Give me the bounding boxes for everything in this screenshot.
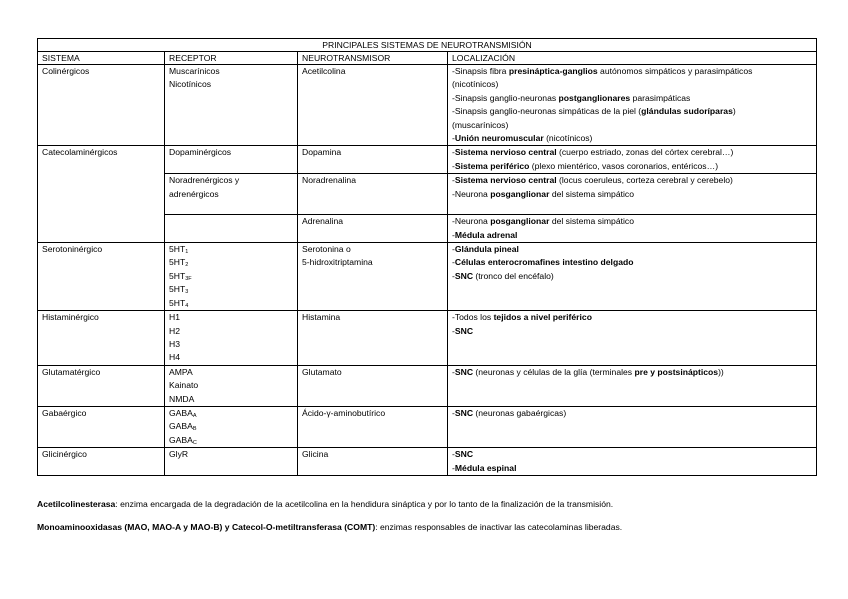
- sistema-cell: Gabaérgico: [38, 406, 165, 447]
- receptor-base: 5HT: [169, 270, 186, 281]
- cell-line: Dopaminérgicos: [169, 147, 232, 158]
- localizacion-line: [452, 366, 812, 379]
- localizacion-cell: [448, 311, 817, 366]
- receptor-cell: [165, 406, 298, 447]
- note-term: Acetilcolinesterasa: [37, 499, 116, 509]
- cell-line: H3: [169, 338, 180, 349]
- cell-line: H4: [169, 352, 180, 363]
- text: (nicotínicos): [543, 133, 593, 144]
- localizacion-line: [452, 65, 812, 78]
- neurotransmisor-cell: Acetilcolina: [298, 65, 448, 146]
- localizacion-line: [452, 119, 812, 132]
- text: -: [452, 175, 455, 186]
- bold-text: posganglionar: [490, 188, 550, 199]
- bold-text: glándulas sudoríparas: [641, 106, 733, 117]
- sistema-cell: Glutamatérgico: [38, 365, 165, 406]
- localizacion-line: [452, 256, 812, 269]
- receptor-subscript: 4: [185, 302, 189, 309]
- text: (neuronas gabaérgicas): [473, 407, 567, 418]
- neurotransmisor-cell: Glutamato: [298, 365, 448, 406]
- text: )): [718, 366, 724, 377]
- table-row: [38, 365, 817, 406]
- neurotransmisor-cell: Noradrenalina: [298, 174, 448, 215]
- receptor-base: 5HT: [169, 257, 186, 268]
- table-row: [38, 406, 817, 447]
- neurotransmission-table: [37, 38, 817, 476]
- header-localizacion: LOCALIZACIÓN: [448, 52, 817, 65]
- receptor-subtype: [169, 420, 293, 433]
- localizacion-line: [452, 160, 812, 173]
- localizacion-cell: [448, 365, 817, 406]
- text: -: [452, 244, 455, 255]
- localizacion-line: [452, 188, 812, 201]
- bold-text: tejidos a nivel periférico: [493, 312, 592, 323]
- receptor-subtype: [169, 407, 293, 420]
- localizacion-cell: [448, 174, 817, 215]
- localizacion-line: [452, 311, 812, 324]
- cell-line: H1: [169, 312, 180, 323]
- text: -: [452, 407, 455, 418]
- header-sistema: SISTEMA: [38, 52, 165, 65]
- bold-text: pre y postsinápticos: [634, 366, 719, 377]
- table-title: PRINCIPALES SISTEMAS DE NEUROTRANSMISIÓN: [38, 39, 817, 52]
- sistema-cell: Histaminérgico: [38, 311, 165, 366]
- receptor-subscript: 3F: [185, 275, 192, 282]
- localizacion-line: [452, 270, 812, 283]
- bold-text: SNC: [454, 449, 474, 460]
- neurotransmisor-cell: Histamina: [298, 311, 448, 366]
- localizacion-line: [452, 132, 812, 145]
- text: (muscarínicos): [452, 119, 509, 130]
- receptor-cell: [165, 311, 298, 366]
- bold-text: Sistema nervioso central: [454, 147, 557, 158]
- table-row: [38, 65, 817, 146]
- bold-text: Glándula pineal: [454, 244, 519, 255]
- bold-text: Médula adrenal: [454, 229, 518, 240]
- localizacion-cell: [448, 65, 817, 146]
- receptor-subscript: B: [192, 426, 197, 433]
- text: -: [452, 229, 455, 240]
- note-text: : enzimas responsables de inactivar las catecolaminas liberadas.: [375, 522, 623, 532]
- cell-line: H2: [169, 325, 180, 336]
- receptor-subscript: A: [192, 412, 197, 419]
- sistema-cell: Colinérgicos: [38, 65, 165, 146]
- text: -: [452, 147, 455, 158]
- text: -: [452, 449, 455, 460]
- cell-line: Serotonina o: [302, 244, 351, 255]
- receptor-cell: [165, 65, 298, 146]
- bold-text: Unión neuromuscular: [454, 133, 544, 144]
- localizacion-line: [452, 462, 812, 475]
- text: -: [452, 160, 455, 171]
- receptor-subscript: 2: [185, 262, 189, 269]
- sistema-cell: Glicinérgico: [38, 448, 165, 476]
- cell-line: NMDA: [169, 393, 195, 404]
- text: (locus coeruleus, corteza cerebral y cerebelo): [556, 175, 733, 186]
- table-row: [38, 311, 817, 366]
- bold-text: Células enterocromafines intestino delgado: [454, 257, 634, 268]
- text: -Neurona: [452, 216, 491, 227]
- note-mao-comt: [37, 521, 827, 533]
- text: -: [452, 257, 455, 268]
- text: -Sinapsis fibra: [452, 66, 509, 76]
- cell-line: Nicotínicos: [169, 79, 212, 90]
- cell-line: GlyR: [169, 449, 189, 460]
- header-neurotransmisor: NEUROTRANSMISOR: [298, 52, 448, 65]
- localizacion-cell: [448, 146, 817, 174]
- receptor-base: 5HT: [169, 297, 186, 308]
- receptor-cell: [165, 448, 298, 476]
- text: -Neurona: [452, 188, 491, 199]
- text: autónomos simpáticos y parasimpáticos: [597, 66, 753, 76]
- bold-text: postganglionares: [558, 92, 631, 103]
- text: del sistema simpático: [549, 216, 634, 227]
- localizacion-cell: [448, 243, 817, 311]
- bold-text: Sistema nervioso central: [454, 175, 557, 186]
- localizacion-line: [452, 243, 812, 256]
- receptor-base: GABA: [169, 434, 193, 445]
- sistema-cell: Serotoninérgico: [38, 243, 165, 311]
- localizacion-cell: [448, 406, 817, 447]
- text: del sistema simpático: [549, 188, 634, 199]
- bold-text: Sistema periférico: [454, 160, 530, 171]
- text: (neuronas y células de la glía (terminales: [473, 366, 635, 377]
- localizacion-line: [452, 174, 812, 187]
- receptor-subscript: C: [192, 439, 197, 446]
- note-text: : enzima encargada de la degradación de la acetilcolina en la hendidura sináptica y por lo tanto de la finalización de la transmisión.: [115, 499, 614, 509]
- receptor-subtype: [169, 270, 293, 283]
- receptor-subtype: [169, 297, 293, 310]
- bold-text: posganglionar: [490, 216, 550, 227]
- table-row: [38, 243, 817, 311]
- receptor-subtype: [169, 256, 293, 269]
- receptor-base: 5HT: [169, 244, 186, 255]
- text: -: [452, 325, 455, 336]
- cell-line: Kainato: [169, 380, 199, 391]
- cell-line: adrenérgicos: [169, 188, 219, 199]
- receptor-base: 5HT: [169, 284, 186, 295]
- cell-line: Muscarínicos: [169, 66, 220, 76]
- text: -Sinapsis ganglio-neuronas: [452, 92, 559, 103]
- localizacion-line: [452, 146, 812, 159]
- table-row: [38, 448, 817, 476]
- receptor-cell: [165, 174, 298, 215]
- bold-text: SNC: [454, 366, 474, 377]
- receptor-subtype: [169, 243, 293, 256]
- receptor-cell: [165, 215, 298, 243]
- localizacion-line: [452, 229, 812, 242]
- bold-text: SNC: [454, 325, 474, 336]
- text: -: [452, 462, 455, 473]
- text: -: [452, 366, 455, 377]
- localizacion-line: [452, 78, 812, 91]
- receptor-subtype: [169, 283, 293, 296]
- text: -: [452, 270, 455, 281]
- text: (nicotínicos): [452, 79, 499, 90]
- note-term: Monoaminooxidasas (MAO, MAO-A y MAO-B) y Catecol-O-metiltransferasa (COMT): [37, 522, 376, 532]
- neurotransmisor-cell: [298, 243, 448, 311]
- localizacion-line: [452, 448, 812, 461]
- localizacion-line: [452, 105, 812, 118]
- text: (tronco del encéfalo): [473, 270, 554, 281]
- receptor-base: GABA: [169, 421, 193, 432]
- sistema-cell: Catecolaminérgicos: [38, 146, 165, 243]
- note-acetilcolinesterasa: [37, 498, 827, 510]
- localizacion-cell: [448, 448, 817, 476]
- localizacion-line: [452, 92, 812, 105]
- text: -: [452, 133, 455, 144]
- bold-text: SNC: [454, 270, 474, 281]
- localizacion-line: [452, 325, 812, 338]
- receptor-cell: [165, 365, 298, 406]
- neurotransmisor-cell: Glicina: [298, 448, 448, 476]
- bold-text: Médula espinal: [454, 462, 517, 473]
- text: (plexo mientérico, vasos coronarios, entéricos…): [529, 160, 719, 171]
- neurotransmisor-cell: Ácido-γ-aminobutírico: [298, 406, 448, 447]
- localizacion-line: [452, 215, 812, 228]
- receptor-cell: [165, 243, 298, 311]
- text: parasimpáticas: [630, 92, 691, 103]
- text: -Todos los: [452, 312, 494, 323]
- cell-line: AMPA: [169, 366, 193, 377]
- receptor-subtype: [169, 434, 293, 447]
- text: (cuerpo estriado, zonas del córtex cerebral…): [556, 147, 734, 158]
- receptor-subscript: 1: [185, 249, 189, 256]
- text: ): [732, 106, 736, 117]
- text: -Sinapsis ganglio-neuronas simpáticas de la piel (: [452, 106, 642, 117]
- neurotransmisor-cell: Dopamina: [298, 146, 448, 174]
- localizacion-line: [452, 407, 812, 420]
- table-row: [38, 146, 817, 174]
- receptor-subscript: 3: [185, 289, 189, 296]
- cell-line: Noradrenérgicos y: [169, 175, 240, 186]
- header-receptor: RECEPTOR: [165, 52, 298, 65]
- bold-text: SNC: [454, 407, 474, 418]
- cell-line: 5-hidroxitriptamina: [302, 257, 373, 268]
- localizacion-cell: [448, 215, 817, 243]
- receptor-cell: [165, 146, 298, 174]
- bold-text: presináptica-ganglios: [508, 66, 598, 76]
- receptor-base: GABA: [169, 407, 193, 418]
- neurotransmisor-cell: Adrenalina: [298, 215, 448, 243]
